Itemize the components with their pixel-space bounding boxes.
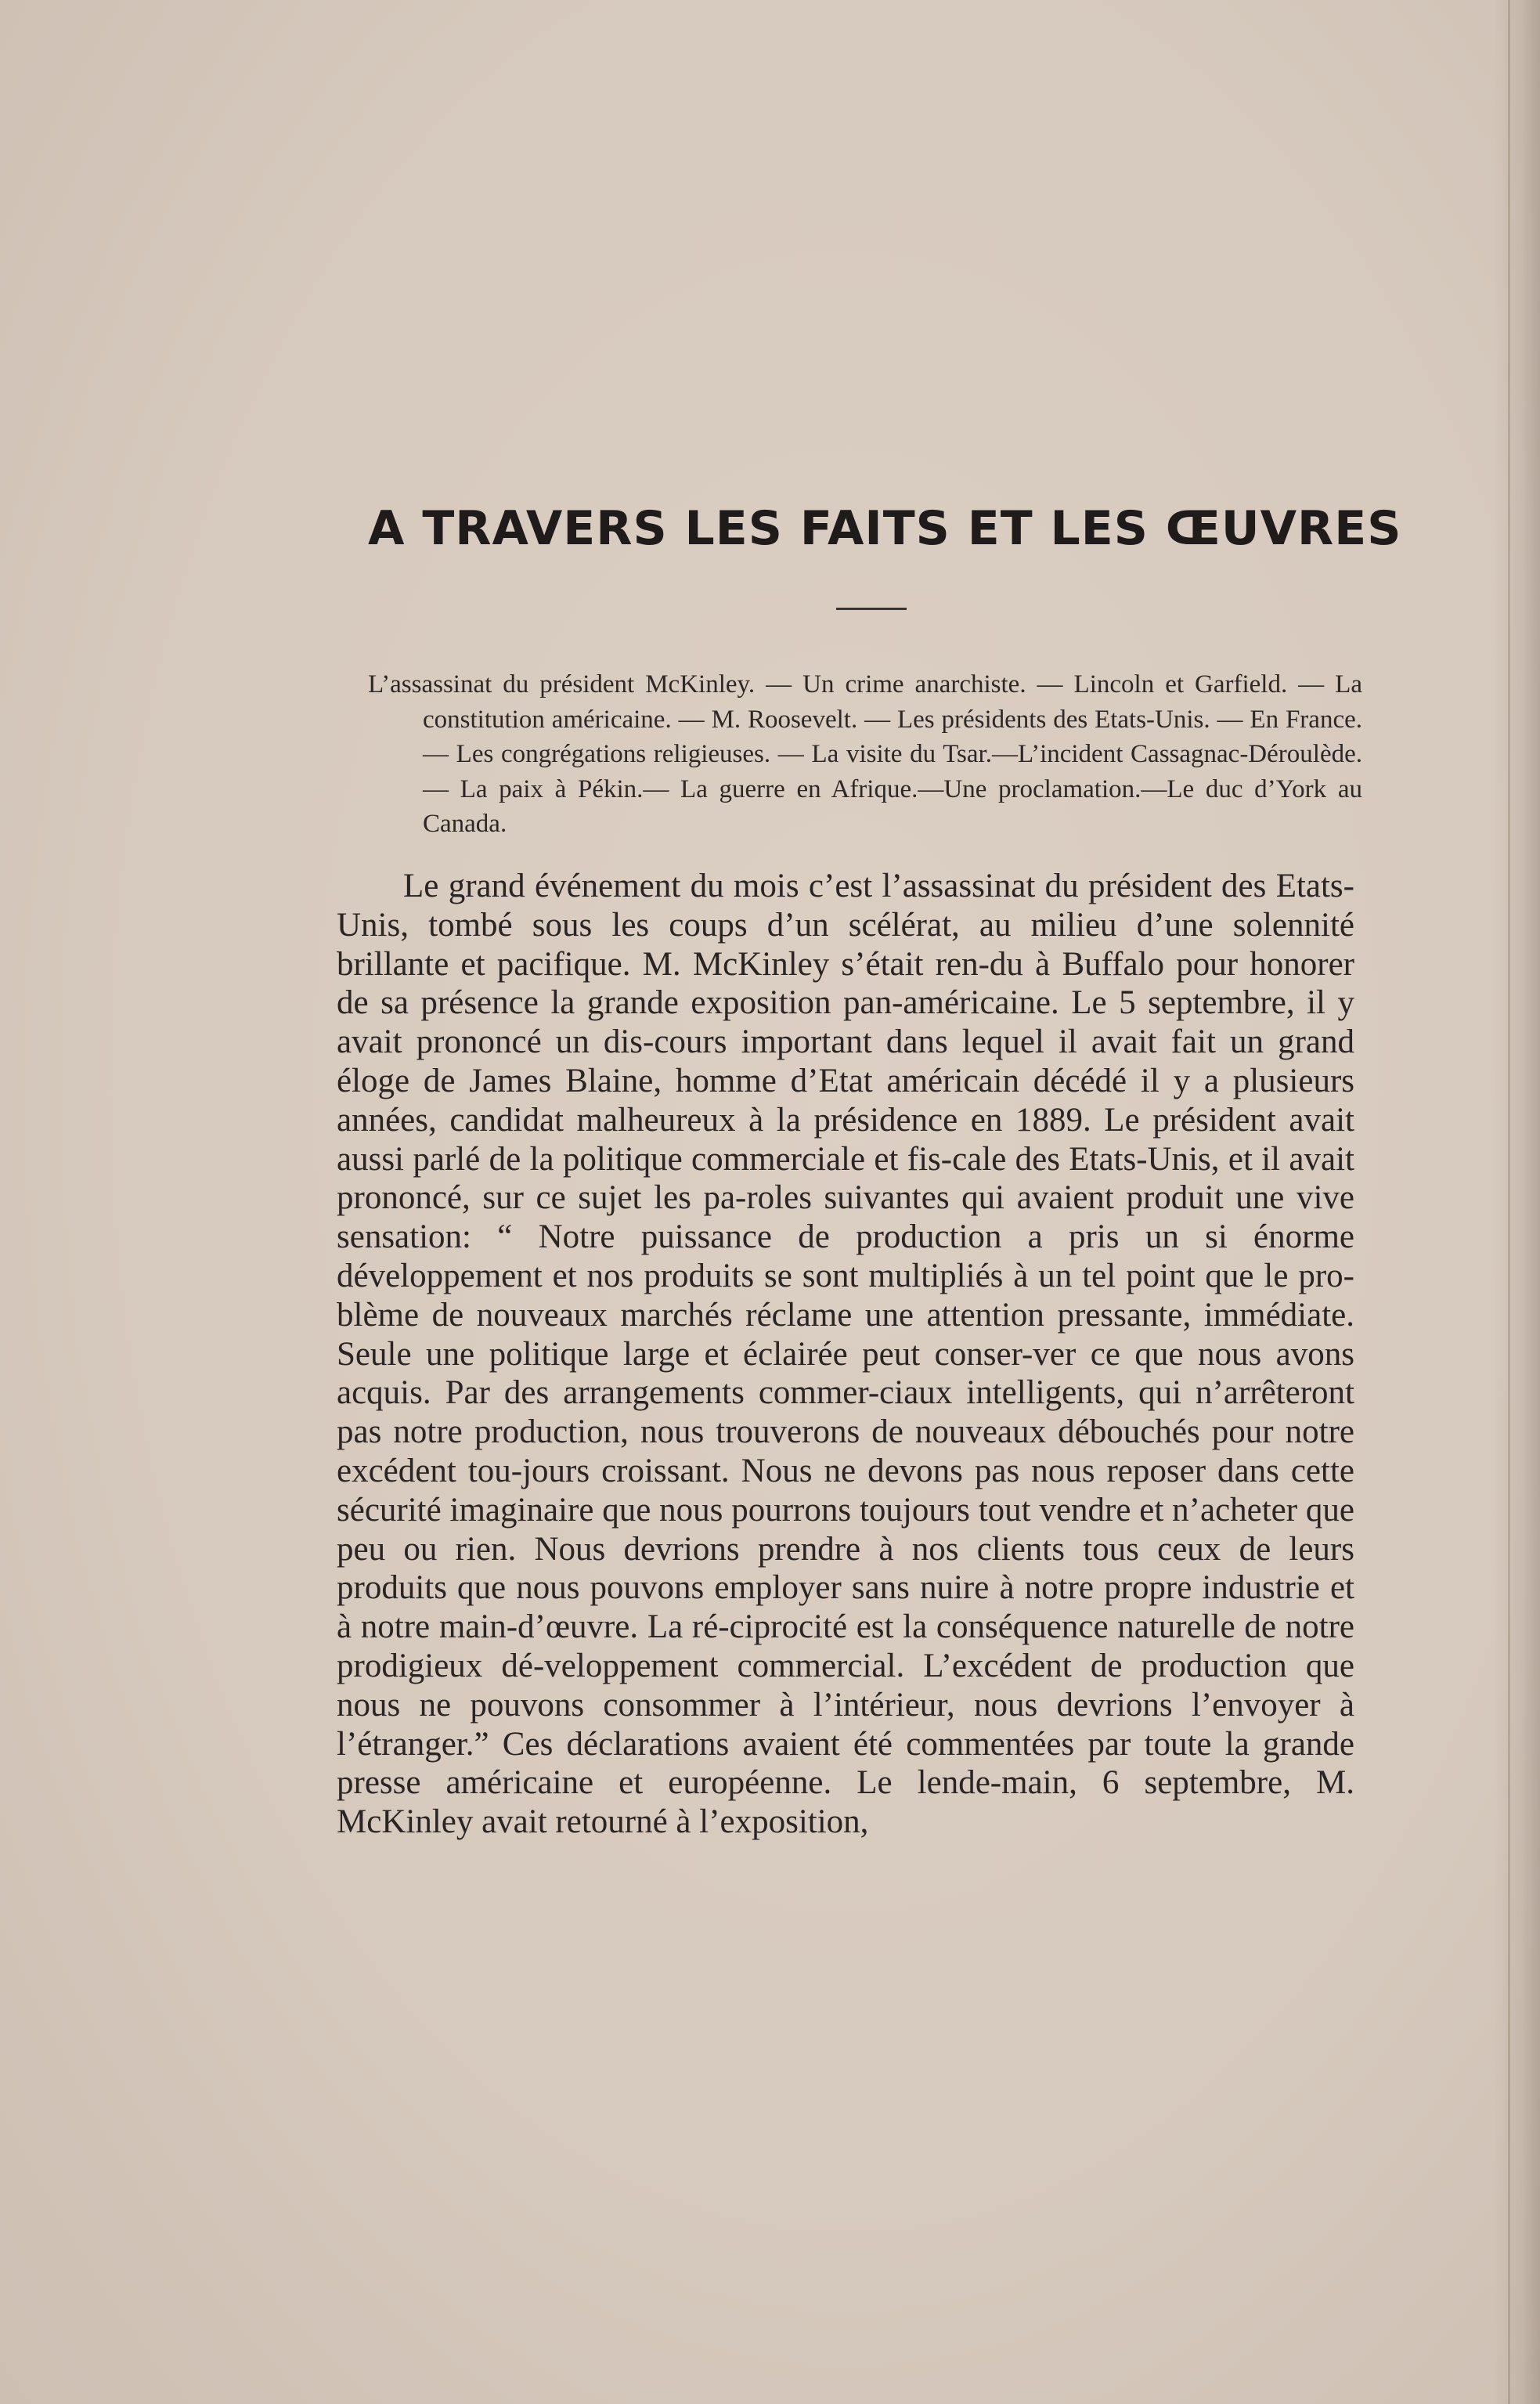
- article-summary: [368, 667, 1362, 842]
- article-body: [337, 867, 1354, 1842]
- summary-text: L’assassinat du président McKinley. — Un crime anarchiste. — Lincoln et Garfield. — La constitution américaine. — M. Roosevelt. — Les présidents des Etats-Unis. — En France. — Les congrégations religieuses. — La visite du Tsar.—L’incident Cassagnac-Déroulède.— La paix à Pékin.— La guerre en Afrique.—Une proclamation.—Le duc d’York au Canada.: [368, 670, 1362, 838]
- page-edge: [1508, 0, 1510, 2404]
- title-rule: [836, 608, 907, 610]
- body-paragraph: Le grand événement du mois c’est l’assassinat du président des Etats-Unis, tombé sous les coups d’un scélérat, au milieu d’une solennité brillante et pacifique. M. McKinley s’était ren-du à Buffalo pour honorer de sa présence la grande exposition pan-américaine. Le 5 septembre, il y avait prononcé un dis-cours important dans lequel il avait fait un grand éloge de James Blaine, homme d’Etat américain décédé il y a plusieurs années, candidat malheureux à la présidence en 1889. Le président avait aussi parlé de la politique commerciale et fis-cale des Etats-Unis, et il avait prononcé, sur ce sujet les pa-roles suivantes qui avaient produit une vive sensation: “ Notre puissance de production a pris un si énorme développement et nos produits se sont multipliés à un tel point que le pro-blème de nouveaux marchés réclame une attention pressante, immédiate. Seule une politique large et éclairée peut conser-ver ce que nous avons acquis. Par des arrangements commer-ciaux intelligents, qui n’arrêteront pas notre production, nous trouverons de nouveaux débouchés pour notre excédent tou-jours croissant. Nous ne devons pas nous reposer dans cette sécurité imaginaire que nous pourrons toujours tout vendre et n’acheter que peu ou rien. Nous devrions prendre à nos clients tous ceux de leurs produits que nous pouvons employer sans nuire à notre propre industrie et à notre main-d’œuvre. La ré-ciprocité est la conséquence naturelle de notre prodigieux dé-veloppement commercial. L’excédent de production que nous ne pouvons consommer à l’intérieur, nous devrions l’envoyer à l’étranger.” Ces déclarations avaient été commentées par toute la grande presse américaine et européenne. Le lende-main, 6 septembre, M. McKinley avait retourné à l’exposition,: [337, 868, 1354, 1841]
- article-title: A TRAVERS LES FAITS ET LES ŒUVRES: [368, 501, 1402, 556]
- binding-shadow: [1493, 0, 1540, 2404]
